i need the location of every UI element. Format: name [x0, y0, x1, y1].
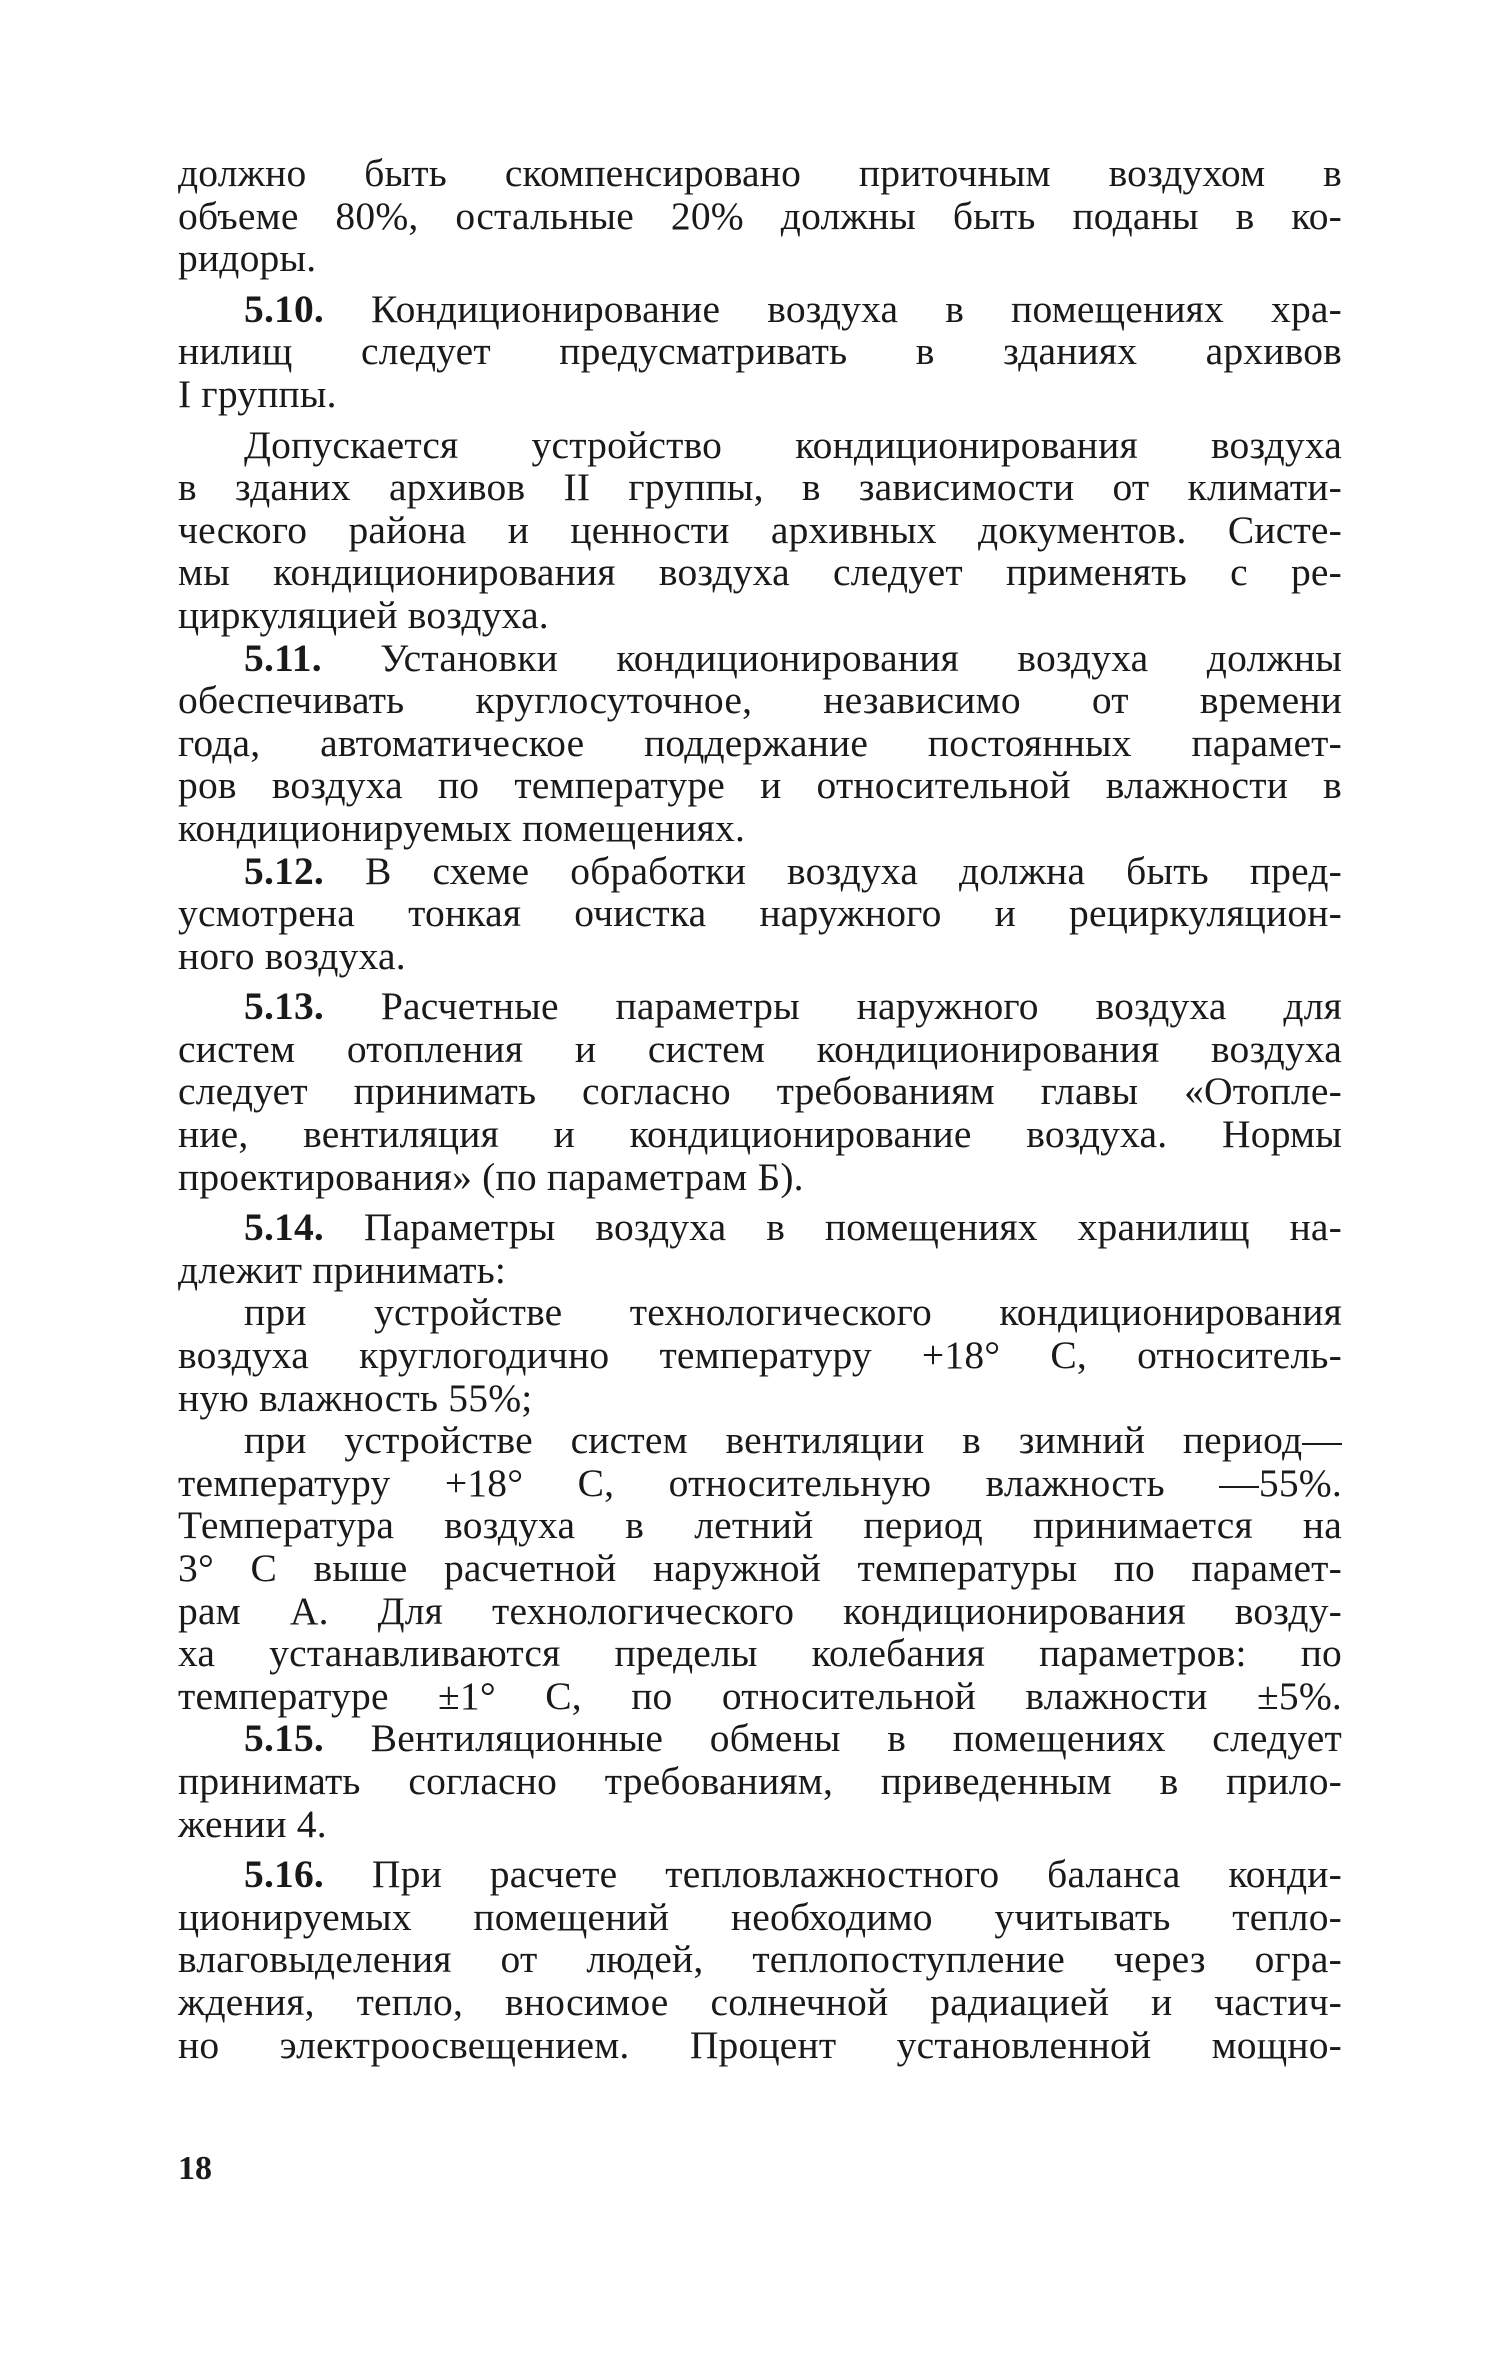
text-line: при устройстве технологического кондиционирования — [244, 1290, 1342, 1335]
text-line: нилищ следует предусматривать в зданиях архивов — [178, 329, 1342, 374]
text-line: должно быть скомпенсировано приточным воздухом в — [178, 151, 1342, 195]
paragraph-5-14 — [178, 1206, 1342, 1291]
paragraph-5-16 — [178, 1853, 1342, 2066]
text-line: принимать согласно требованиям, приведенным в прило- — [178, 1758, 1342, 1803]
text-line: Температура воздуха в летний период принимается на — [178, 1503, 1342, 1548]
text-line: ционируемых помещений необходимо учитывать тепло- — [178, 1894, 1342, 1939]
text-line: усмотрена тонкая очистка наружного и рециркуляцион- — [178, 891, 1342, 936]
paragraph-number: 5.10. — [244, 286, 324, 331]
text-line: ние, вентиляция и кондиционирование воздуха. Нормы — [178, 1112, 1342, 1157]
paragraph-number: 5.15. — [244, 1716, 324, 1761]
paragraph-number: 5.13. — [244, 984, 324, 1029]
text-line: ческого района и ценности архивных документов. Систе- — [178, 507, 1342, 552]
text-line: мы кондиционирования воздуха следует применять с ре- — [178, 550, 1342, 595]
text-line: 3° С выше расчетной наружной температуры по парамет- — [178, 1546, 1342, 1590]
text-line: Вентиляционные обмены в помещениях следует — [370, 1716, 1343, 1761]
text-line: ха устанавливаются пределы колебания параметров: по — [178, 1631, 1342, 1676]
paragraph-number: 5.14. — [244, 1205, 324, 1250]
text-line: ного воздуха. — [178, 933, 406, 978]
text-line: жении 4. — [178, 1801, 327, 1846]
paragraph-5-15 — [178, 1717, 1342, 1845]
paragraph-number: 5.11. — [244, 635, 322, 680]
document-body — [178, 152, 1342, 2066]
paragraph-5-10 — [178, 288, 1342, 416]
text-line: циркуляцией воздуха. — [178, 592, 549, 637]
page-number: 18 — [178, 2150, 212, 2187]
text-line: длежит принимать: — [178, 1247, 507, 1292]
text-line: обеспечивать круглосуточное, независимо от времени — [178, 678, 1342, 723]
text-line: объеме 80%, остальные 20% должны быть поданы в ко- — [178, 193, 1342, 238]
paragraph-number: 5.16. — [244, 1852, 324, 1897]
text-line: следует принимать согласно требованиям главы «Отопле- — [178, 1069, 1342, 1114]
text-line: Параметры воздуха в помещениях хранилищ на- — [363, 1205, 1342, 1250]
text-line: В схеме обработки воздуха должна быть пред- — [364, 848, 1342, 893]
text-line: систем отопления и систем кондиционирования воздуха — [178, 1026, 1342, 1071]
text-line: ридоры. — [178, 236, 317, 281]
paragraph — [178, 1291, 1342, 1419]
text-line: воздуха круглогодично температуру +18° С, относитель- — [178, 1333, 1342, 1378]
text-line: но электроосвещением. Процент установленной мощно- — [178, 2022, 1342, 2067]
text-line: в зданих архивов II группы, в зависимости от климати- — [178, 465, 1342, 510]
paragraph-number: 5.12. — [244, 848, 324, 893]
paragraph — [178, 424, 1342, 637]
paragraph — [178, 152, 1342, 280]
text-line: Кондиционирование воздуха в помещениях хра- — [371, 286, 1342, 331]
paragraph-5-11 — [178, 637, 1342, 850]
text-line: ную влажность 55%; — [178, 1375, 533, 1420]
paragraph — [178, 1419, 1342, 1717]
text-line: температуре ±1° С, по относительной влажности ±5%. — [178, 1673, 1342, 1718]
text-line: ров воздуха по температуре и относительной влажности в — [178, 763, 1342, 808]
text-line: кондиционируемых помещениях. — [178, 805, 746, 850]
text-line: температуру +18° С, относительную влажность —55%. — [178, 1460, 1342, 1505]
text-line: I группы. — [178, 371, 337, 416]
text-line: при устройстве систем вентиляции в зимний период— — [244, 1418, 1342, 1463]
text-line: Установки кондиционирования воздуха должны — [380, 635, 1342, 680]
text-line: При расчете тепловлажностного баланса конди- — [371, 1852, 1342, 1897]
paragraph-5-12 — [178, 850, 1342, 978]
text-line: года, автоматическое поддержание постоянных парамет- — [178, 720, 1342, 765]
text-line: проектирования» (по параметрам Б). — [178, 1154, 804, 1199]
text-line: рам А. Для технологического кондиционирования возду- — [178, 1588, 1342, 1633]
text-line: влаговыделения от людей, теплопоступление через огра- — [178, 1937, 1342, 1982]
text-line: ждения, тепло, вносимое солнечной радиацией и частич- — [178, 1979, 1342, 2024]
text-line: Допускается устройство кондиционирования воздуха — [244, 422, 1342, 467]
text-line: Расчетные параметры наружного воздуха для — [380, 984, 1342, 1029]
paragraph-5-13 — [178, 985, 1342, 1198]
